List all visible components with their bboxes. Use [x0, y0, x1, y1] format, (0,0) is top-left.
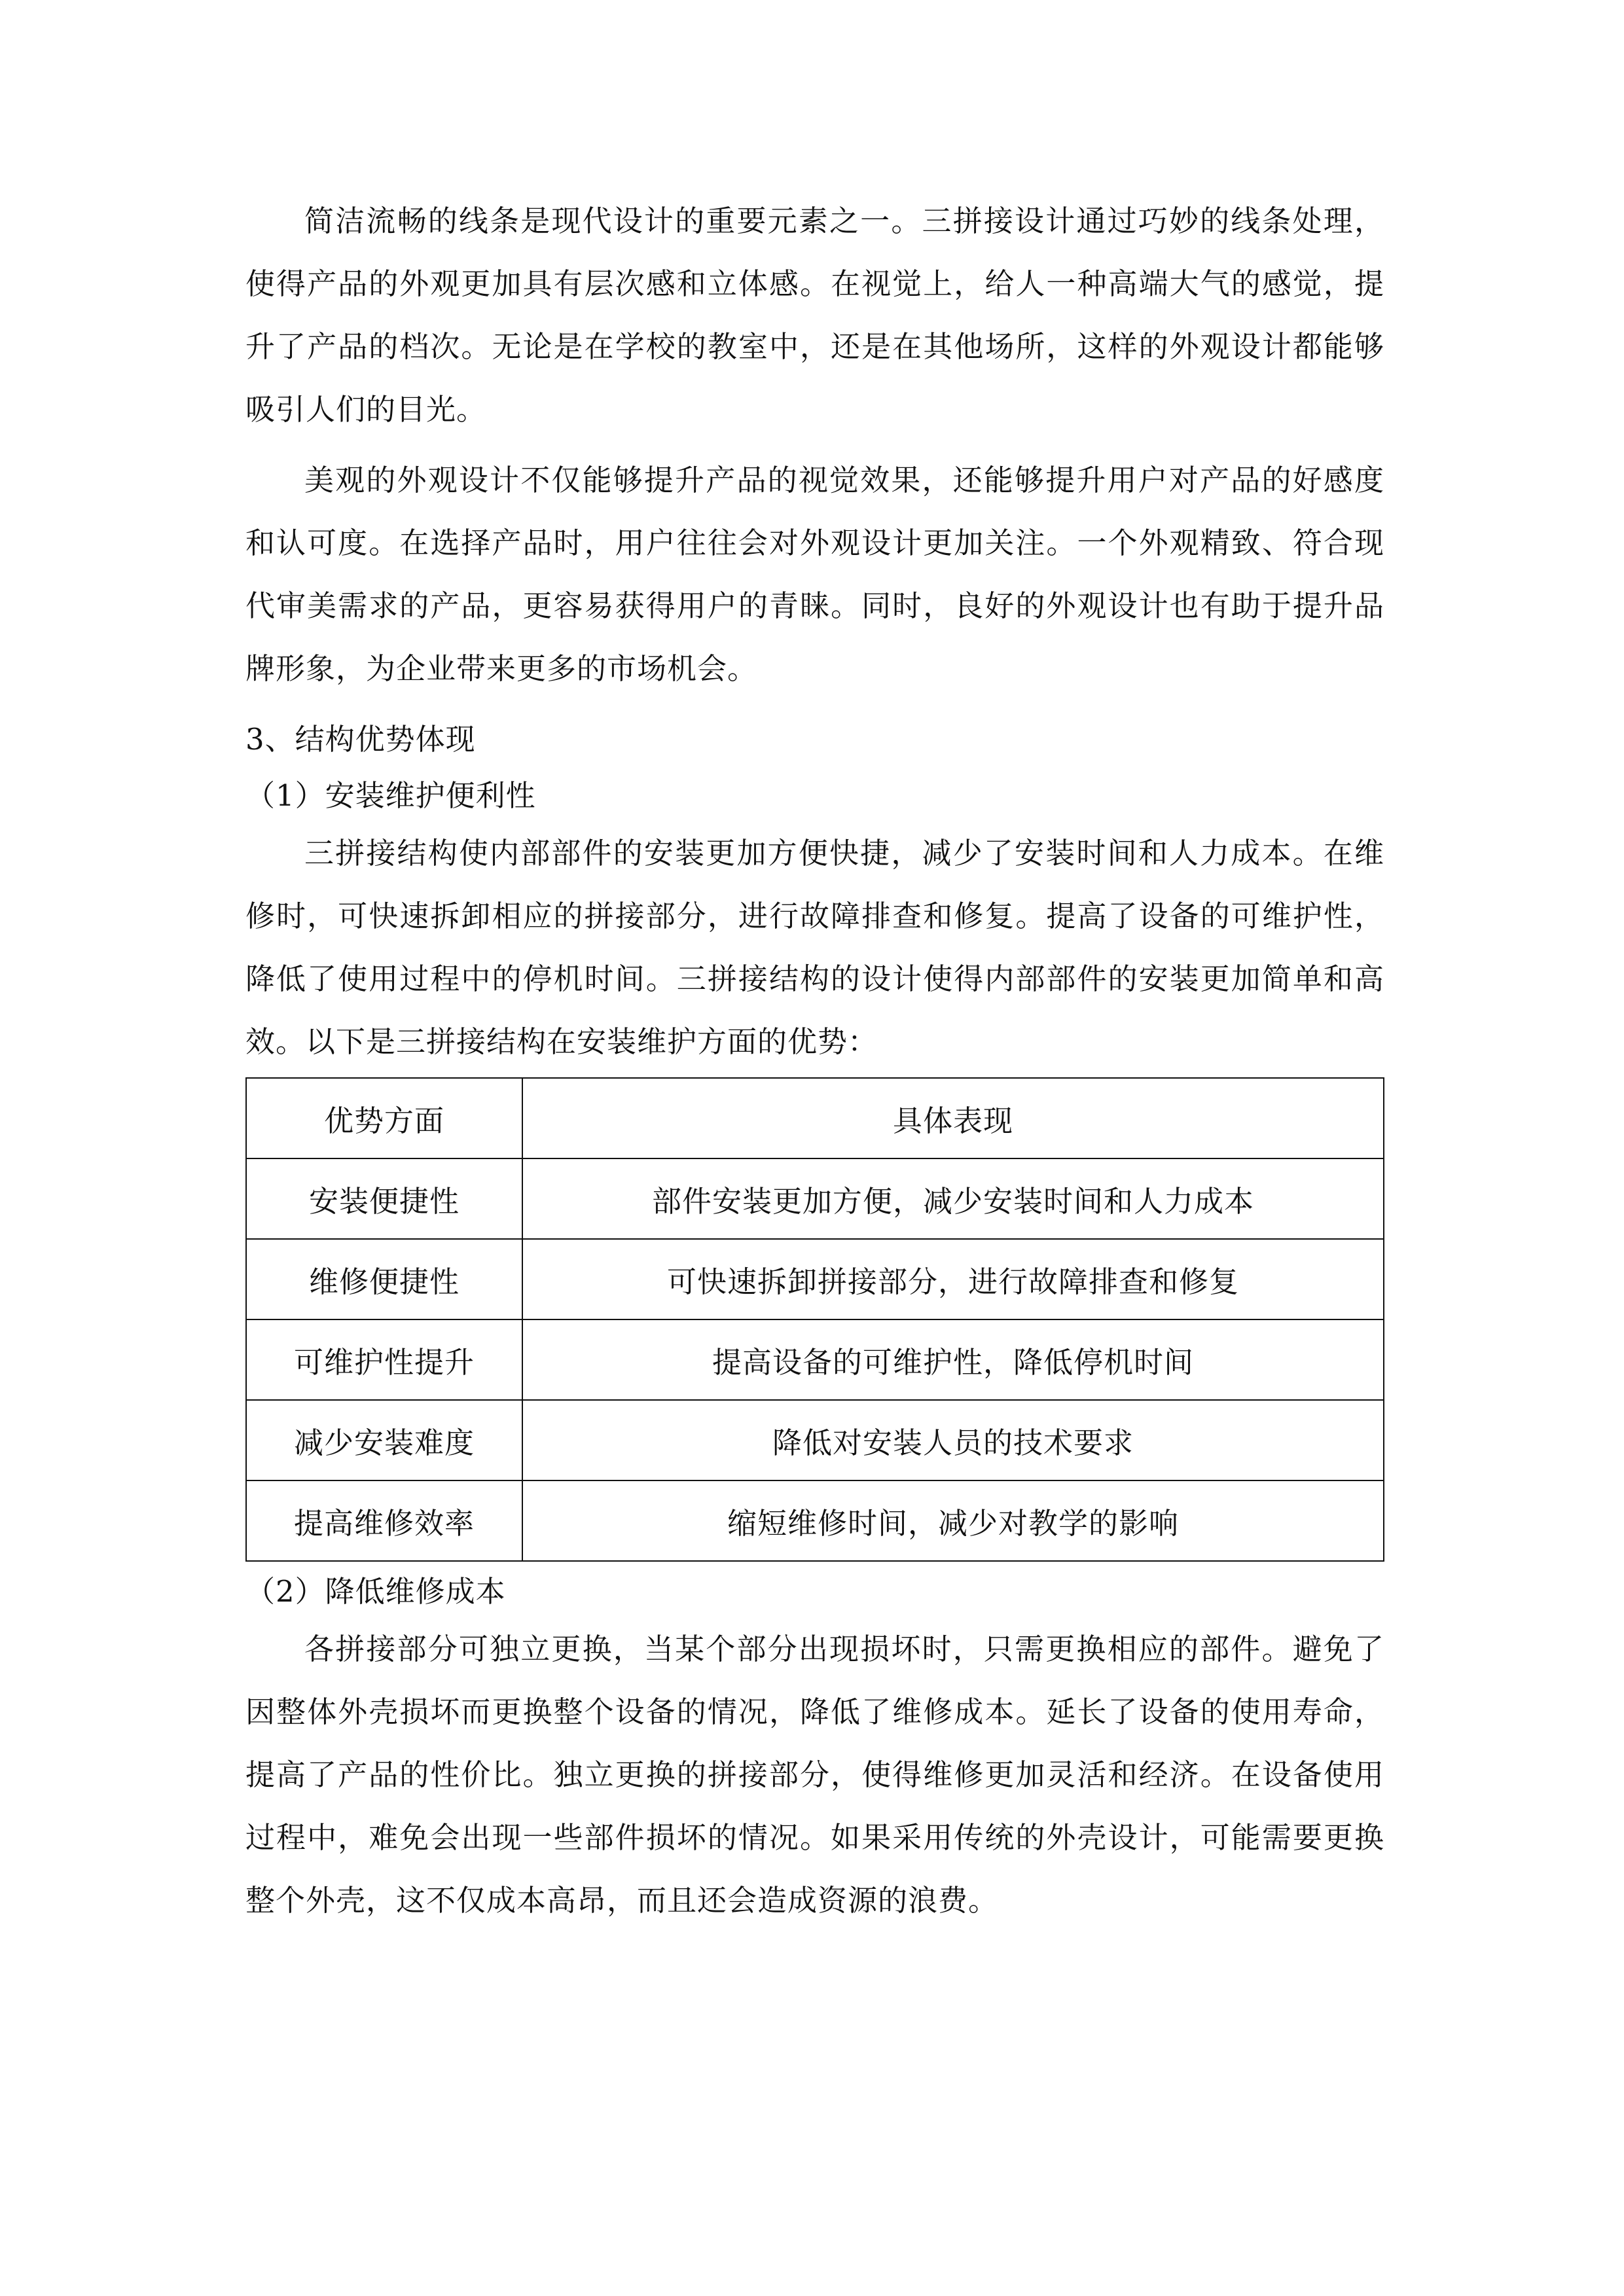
table-cell-aspect: 可维护性提升	[246, 1319, 522, 1400]
top-text-block	[245, 190, 1384, 700]
table-cell-aspect: 减少安装难度	[246, 1400, 522, 1480]
table-cell-detail: 提高设备的可维护性，降低停机时间	[522, 1319, 1384, 1400]
paragraph-appearance-value: 美观的外观设计不仅能够提升产品的视觉效果，还能够提升用户对产品的好感度和认可度。在选择产品时，用户往往会对外观设计更加关注。一个外观精致、符合现代审美需求的产品，更容易获得用户的青睐。同时，良好的外观设计也有助于提升品牌形象，为企业带来更多的市场机会。	[245, 463, 1384, 686]
paragraph-installation: 三拼接结构使内部部件的安装更加方便快捷，减少了安装时间和人力成本。在维修时，可快速拆卸相应的拼接部分，进行故障排查和修复。提高了设备的可维护性，降低了使用过程中的停机时间。三拼接结构的设计使得内部部件的安装更加简单和高效。以下是三拼接结构在安装维护方面的优势：	[245, 836, 1384, 1059]
table-row	[246, 1480, 1384, 1561]
table-header-row	[246, 1078, 1384, 1158]
table-row	[246, 1158, 1384, 1239]
paragraph-line-design: 简洁流畅的线条是现代设计的重要元素之一。三拼接设计通过巧妙的线条处理，使得产品的外观更加具有层次感和立体感。在视觉上，给人一种高端大气的感觉，提升了产品的档次。无论是在学校的教室中，还是在其他场所，这样的外观设计都能够吸引人们的目光。	[245, 204, 1384, 427]
table-row	[246, 1239, 1384, 1319]
table-cell-detail: 部件安装更加方便，减少安装时间和人力成本	[522, 1158, 1384, 1239]
table-header-aspect: 优势方面	[246, 1078, 522, 1158]
table-row	[246, 1319, 1384, 1400]
subsection-heading-cost: （2）降低维修成本	[245, 1574, 506, 1609]
advantages-table	[245, 1077, 1384, 1562]
table-cell-detail: 缩短维修时间，减少对教学的影响	[522, 1480, 1384, 1561]
table-cell-aspect: 安装便捷性	[246, 1158, 522, 1239]
table-cell-detail: 可快速拆卸拼接部分，进行故障排查和修复	[522, 1239, 1384, 1319]
table-cell-aspect: 维修便捷性	[246, 1239, 522, 1319]
table-cell-aspect: 提高维修效率	[246, 1480, 522, 1561]
subsection-heading-installation: （1）安装维护便利性	[245, 778, 536, 813]
document-page	[245, 0, 1384, 1932]
table-cell-detail: 降低对安装人员的技术要求	[522, 1400, 1384, 1480]
section-heading: 3、结构优势体现	[245, 722, 476, 757]
table-header-detail: 具体表现	[522, 1078, 1384, 1158]
paragraph-cost: 各拼接部分可独立更换，当某个部分出现损坏时，只需更换相应的部件。避免了因整体外壳损坏而更换整个设备的情况，降低了维修成本。延长了设备的使用寿命，提高了产品的性价比。独立更换的拼接部分，使得维修更加灵活和经济。在设备使用过程中，难免会出现一些部件损坏的情况。如果采用传统的外壳设计，可能需要更换整个外壳，这不仅成本高昂，而且还会造成资源的浪费。	[245, 1632, 1384, 1918]
table-row	[246, 1400, 1384, 1480]
